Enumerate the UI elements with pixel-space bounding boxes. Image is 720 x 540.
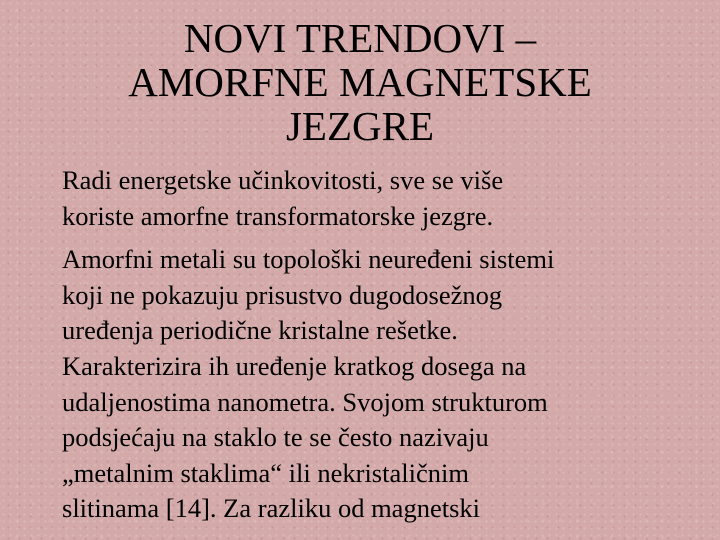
text-line: Karakterizira ih uređenje kratkog dosega na (62, 350, 527, 381)
slide-title (60, 16, 660, 148)
text-line: koji ne pokazuju prisustvo dugodosežnog (62, 279, 503, 310)
text-line: Amorfni metali su topološki neuređeni sistemi (62, 244, 555, 275)
text-line: podsjećaju na staklo te se često nazivaju (62, 422, 489, 453)
text-line: slitinama [14]. Za razliku od magnetski (62, 493, 480, 524)
text-line: uređenja periodične kristalne rešetke. (62, 315, 458, 346)
title-line: NOVI TRENDOVI – (183, 15, 537, 61)
text-line: koriste amorfne transformatorske jezgre. (62, 200, 494, 231)
paragraph (62, 242, 712, 527)
title-line: AMORFNE MAGNETSKE (128, 59, 592, 105)
paragraph (62, 163, 712, 234)
text-line: Radi energetske učinkovitosti, sve se više (62, 165, 504, 195)
slide-body (62, 163, 712, 527)
text-line: „metalnim staklima“ ili nekristaličnim (62, 457, 469, 488)
title-line: JEZGRE (285, 103, 435, 149)
text-line: udaljenostima nanometra. Svojom strukturom (62, 386, 548, 417)
